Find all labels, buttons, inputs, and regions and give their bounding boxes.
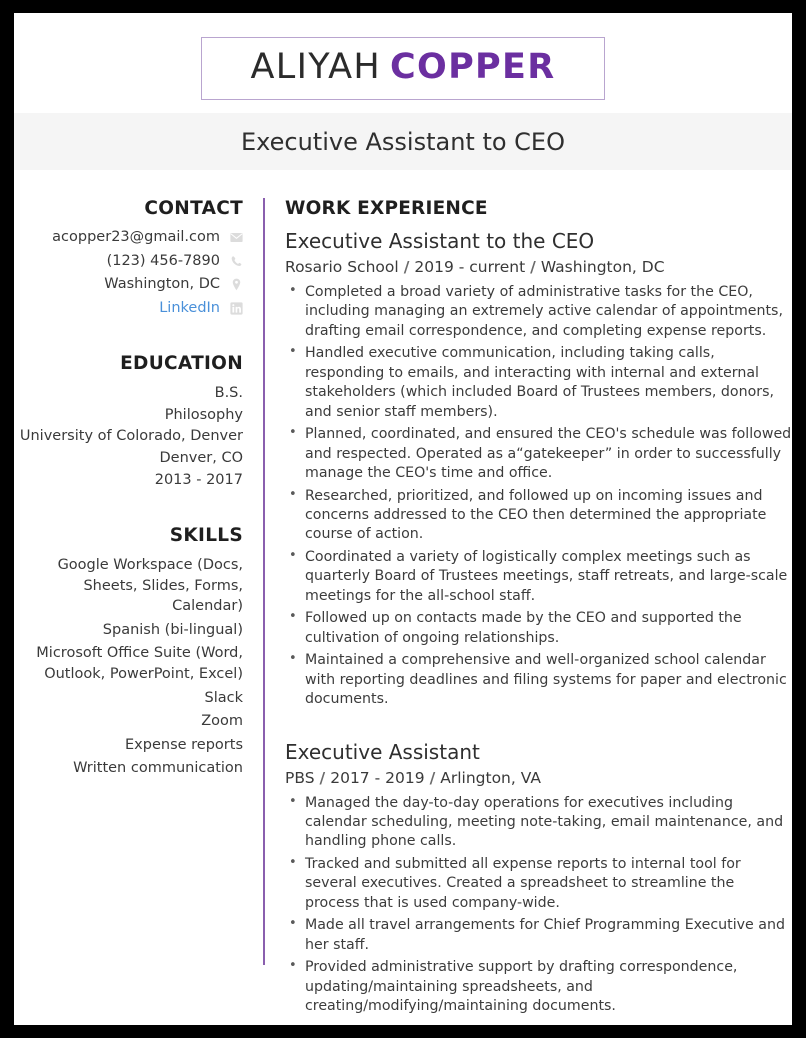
resume-sheet xyxy=(14,13,792,1025)
skill-item: Written communication xyxy=(73,760,243,777)
skill-item: Spanish (bi-lingual) xyxy=(102,621,243,638)
job-company: PBS xyxy=(285,768,315,787)
job-bullet: • Planned, coordinated, and ensured the CEO's schedule was followed and respected. Operated as a“gatekeeper” in order to successfully manage the CEO's time and office. xyxy=(285,425,792,483)
job-bullets xyxy=(285,283,792,710)
job-bullet: • Tracked and submitted all expense reports to internal tool for several executives. Created a spreadsheet to streamline the process that is used company-wide. xyxy=(285,855,792,913)
skill-item: Microsoft Office Suite (Word, Outlook, PowerPoint, Excel) xyxy=(36,645,243,683)
skills-heading: SKILLS xyxy=(169,525,243,547)
resume-header xyxy=(14,13,792,170)
job-subtitle: Executive Assistant to CEO xyxy=(241,127,565,156)
job-bullet: • Provided administrative support by drafting correspondence, updating/maintaining spreadsheets, and creating/modifying/maintaining documents. xyxy=(285,958,792,1016)
sidebar xyxy=(14,198,263,1021)
education-line: B.S. xyxy=(214,385,243,402)
job-bullet: • Followed up on contacts made by the CEO and supported the cultivation of ongoing relationships. xyxy=(285,609,792,648)
contact-heading: CONTACT xyxy=(144,198,243,219)
skill-item: Google Workspace (Docs, Sheets, Slides, Forms, Calendar) xyxy=(57,557,243,615)
subtitle-band xyxy=(14,113,792,170)
job-bullet: • Handled executive communication, including taking calls, responding to emails, and interacting with internal and external stakeholders (which included Board of Trustees members, donors, and senior staff members). xyxy=(285,344,792,422)
job-meta xyxy=(285,769,792,787)
job-entry xyxy=(285,229,792,710)
job-meta-separator: / xyxy=(530,258,536,276)
job-meta xyxy=(285,258,792,276)
job-bullets xyxy=(285,794,792,1017)
full-name xyxy=(202,47,604,87)
skill-item: Zoom xyxy=(201,713,243,730)
contact-item-phone[interactable] xyxy=(14,252,243,272)
job-bullet: • Researched, prioritized, and followed up on incoming issues and concerns addressed to the CEO then determined the appropriate course of action. xyxy=(285,487,792,545)
contact-item-linkedin[interactable] xyxy=(14,299,243,319)
job-dates: 2017 - 2019 xyxy=(330,768,425,787)
name-box xyxy=(201,37,605,100)
job-meta-separator: / xyxy=(429,768,436,787)
education-line: Denver, CO xyxy=(159,449,243,466)
contact-item-location[interactable] xyxy=(14,275,243,295)
job-dates: 2019 - current xyxy=(414,258,526,276)
phone-icon xyxy=(230,255,243,268)
job-meta-separator: / xyxy=(403,258,410,276)
location-pin-icon xyxy=(230,278,243,291)
job-company: Rosario School xyxy=(285,258,399,276)
education-heading: EDUCATION xyxy=(120,353,243,375)
job-title: Executive Assistant to the CEO xyxy=(285,229,595,253)
job-bullet: • Made all travel arrangements for Chief Programming Executive and her staff. xyxy=(285,916,792,955)
contact-item-email[interactable] xyxy=(14,228,243,248)
contact-location-text: Washington, DC xyxy=(104,276,220,293)
contact-linkedin-text[interactable]: LinkedIn xyxy=(159,299,220,316)
job-bullet: • Coordinated a variety of logistically complex meetings such as quarterly Board of Trustees meetings, staff retreats, and large-scale meetings for the all-school staff. xyxy=(285,548,792,606)
contact-phone-text: (123) 456-7890 xyxy=(106,252,220,269)
skill-item: Expense reports xyxy=(125,736,243,753)
skill-item: Slack xyxy=(204,689,243,706)
work-experience-heading: WORK EXPERIENCE xyxy=(285,198,488,219)
job-meta-separator: / xyxy=(319,768,326,787)
job-entry xyxy=(285,740,792,1017)
linkedin-icon xyxy=(230,302,243,315)
job-bullet: • Managed the day-to-day operations for executives including calendar scheduling, meeting note-taking, email maintenance, and handling phone calls. xyxy=(285,794,792,852)
envelope-icon xyxy=(230,231,243,244)
job-location: Arlington, VA xyxy=(440,768,541,787)
job-bullet: • Maintained a comprehensive and well-organized school calendar with reporting deadlines and filing systems for paper and electronic documents. xyxy=(285,651,792,709)
main-content xyxy=(265,198,792,1021)
job-bullet: • Completed a broad variety of administrative tasks for the CEO, including managing an extremely active calendar of appointments, drafting email correspondence, and completing expense reports. xyxy=(285,283,792,341)
resume-body xyxy=(14,170,792,1021)
education-line: Philosophy xyxy=(164,406,243,423)
job-title: Executive Assistant xyxy=(285,739,480,764)
education-line: University of Colorado, Denver xyxy=(19,428,243,445)
contact-email-text: acopper23@gmail.com xyxy=(52,229,220,245)
last-name: COPPER xyxy=(390,47,556,87)
education-line: 2013 - 2017 xyxy=(154,471,243,488)
first-name: ALIYAH xyxy=(250,47,382,87)
job-location: Washington, DC xyxy=(540,258,665,276)
